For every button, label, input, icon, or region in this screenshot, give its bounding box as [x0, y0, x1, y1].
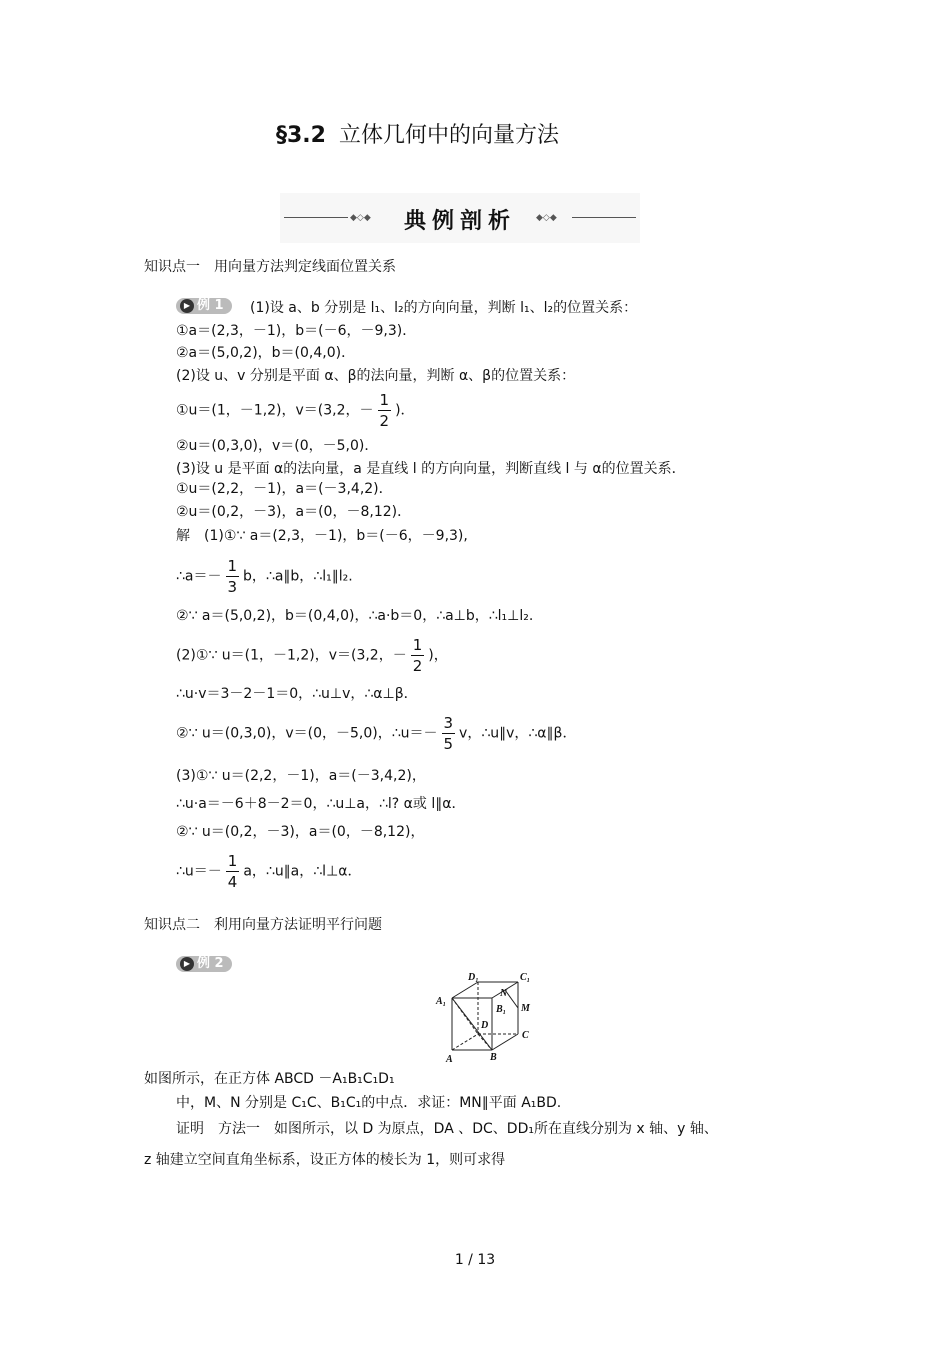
- ex1-q2-2: ②u＝(0,3,0)，v＝(0，－5,0)．: [176, 438, 379, 454]
- fraction-numerator: 1: [227, 852, 238, 870]
- label-A1: A₁: [436, 996, 447, 1007]
- ex2-para-2: 中，M、N 分别是 C₁C、B₁C₁的中点．求证：MN∥平面 A₁BD.: [176, 1095, 562, 1111]
- page-title: [276, 123, 559, 149]
- knowledge-point-1: 知识点一 用向量方法判定线面位置关系: [144, 259, 396, 275]
- section-banner: [280, 193, 640, 243]
- label-A: A: [446, 1054, 453, 1065]
- ex1-q2-1-post: )．: [395, 402, 415, 419]
- fraction-third: [226, 556, 240, 597]
- ex1-q3-1: ①u＝(2,2，－1)，a＝(－3,4,2)．: [176, 481, 393, 497]
- fraction-denominator: 4: [227, 873, 238, 891]
- banner-ornament-left: ◆◇◆: [350, 213, 371, 223]
- ex1-q3-2: ②u＝(0,2，－3)，a＝(0，－8,12)．: [176, 504, 412, 520]
- knowledge-point-2: 知识点二 利用向量方法证明平行问题: [144, 917, 382, 933]
- cube-figure: [434, 968, 554, 1068]
- fraction-denominator: 5: [443, 735, 454, 753]
- s9-pre: ∴u＝－: [176, 863, 222, 880]
- fraction-half: [378, 390, 392, 431]
- label-N: N: [500, 988, 508, 999]
- ex1-solution-head: 解 (1)①∵ a＝(2,3，－1)，b＝(－6，－9,3),: [176, 528, 468, 544]
- ex2-para-4: z 轴建立空间直角坐标系，设正方体的棱长为 1，则可求得: [144, 1152, 506, 1168]
- page-number: 1 / 13: [454, 1252, 496, 1268]
- fraction-three-fifths: [442, 713, 456, 754]
- play-icon: ▶: [180, 299, 194, 313]
- s5-pre: ②∵ u＝(0,3,0)，v＝(0，－5,0)，∴u＝－: [176, 725, 438, 742]
- label-B1: B₁: [496, 1004, 507, 1015]
- ex1-solution-5: [176, 713, 576, 754]
- fraction-numerator: 1: [227, 557, 238, 575]
- banner-ornament-right: ◆◇◆: [536, 213, 557, 223]
- fraction-half: [411, 635, 425, 676]
- fraction-numerator: 1: [412, 636, 423, 654]
- ex1-solution-4: ∴u·v＝3－2－1＝0，∴u⊥v，∴α⊥β．: [176, 686, 418, 702]
- label-M: M: [521, 1003, 530, 1014]
- fraction-denominator: 2: [412, 657, 423, 675]
- label-D: D: [481, 1020, 489, 1031]
- s1-pre: ∴a＝－: [176, 568, 222, 585]
- s5-post: v，∴u∥v，∴α∥β．: [459, 725, 577, 742]
- ex1-solution-1: [176, 556, 353, 597]
- ex2-para-3: 证明 方法一 如图所示，以 D 为原点，DA 、DC、DD₁所在直线分别为 x 轴、y 轴、: [176, 1121, 718, 1137]
- s9-post: a，∴u∥a，∴l⊥α．: [243, 863, 362, 880]
- ex1-solution-7: ∴u·a＝－6＋8－2＝0，∴u⊥a，∴l? α或 l∥α．: [176, 796, 466, 812]
- fraction-quarter: [226, 851, 240, 892]
- ex1-q1-2: ②a＝(5,0,2)，b＝(0,4,0)．: [176, 345, 356, 361]
- ex1-intro: (1)设 a、b 分别是 l₁、l₂的方向向量，判断 l₁、l₂的位置关系：: [250, 300, 638, 316]
- ex1-solution-6: (3)①∵ u＝(2,2，－1)，a＝(－3,4,2)，: [176, 768, 426, 784]
- fraction-numerator: 3: [443, 714, 454, 732]
- ex1-q2-1-pre: ①u＝(1，－1,2)，v＝(3,2，－: [176, 402, 374, 419]
- fraction-denominator: 3: [227, 578, 238, 596]
- ex1-q2: (2)设 u、v 分别是平面 α、β的法向量，判断 α、β的位置关系：: [176, 368, 576, 384]
- s1-post: b，∴a∥b，∴l₁∥l₂.: [243, 568, 353, 585]
- label-D1: D₁: [468, 972, 479, 983]
- s3-post: )，: [428, 647, 448, 664]
- label-B: B: [490, 1052, 497, 1063]
- example-1-badge: [176, 297, 232, 315]
- example-2-badge: [176, 955, 232, 973]
- section-number: §3.2: [276, 123, 326, 148]
- s3-pre: (2)①∵ u＝(1，－1,2)，v＝(3,2，－: [176, 647, 407, 664]
- label-C: C: [522, 1030, 529, 1041]
- ex1-solution-9: [176, 851, 362, 892]
- ex1-q2-1: [176, 390, 415, 431]
- ex1-solution-3: [176, 635, 448, 676]
- fraction-numerator: 1: [379, 391, 390, 409]
- example-2-label: 例 2: [197, 956, 224, 971]
- ex1-q1-1: ①a＝(2,3，－1)，b＝(－6，－9,3)．: [176, 323, 417, 339]
- ex1-q3: (3)设 u 是平面 α的法向量，a 是直线 l 的方向向量，判断直线 l 与 α的位置关系．: [176, 461, 686, 477]
- play-icon: ▶: [180, 957, 194, 971]
- ex1-solution-2: ②∵ a＝(5,0,2)，b＝(0,4,0)，∴a·b＝0，∴a⊥b，∴l₁⊥l₂.: [176, 608, 534, 624]
- section-title: 立体几何中的向量方法: [338, 123, 559, 148]
- banner-title: 典例剖析: [403, 209, 516, 234]
- label-C1: C₁: [520, 972, 531, 983]
- fraction-denominator: 2: [379, 412, 390, 430]
- ex1-solution-8: ②∵ u＝(0,2，－3)，a＝(0，－8,12)，: [176, 824, 425, 840]
- ex2-para-1: 如图所示，在正方体 ABCD －A₁B₁C₁D₁: [144, 1071, 395, 1087]
- example-1-label: 例 1: [197, 298, 224, 313]
